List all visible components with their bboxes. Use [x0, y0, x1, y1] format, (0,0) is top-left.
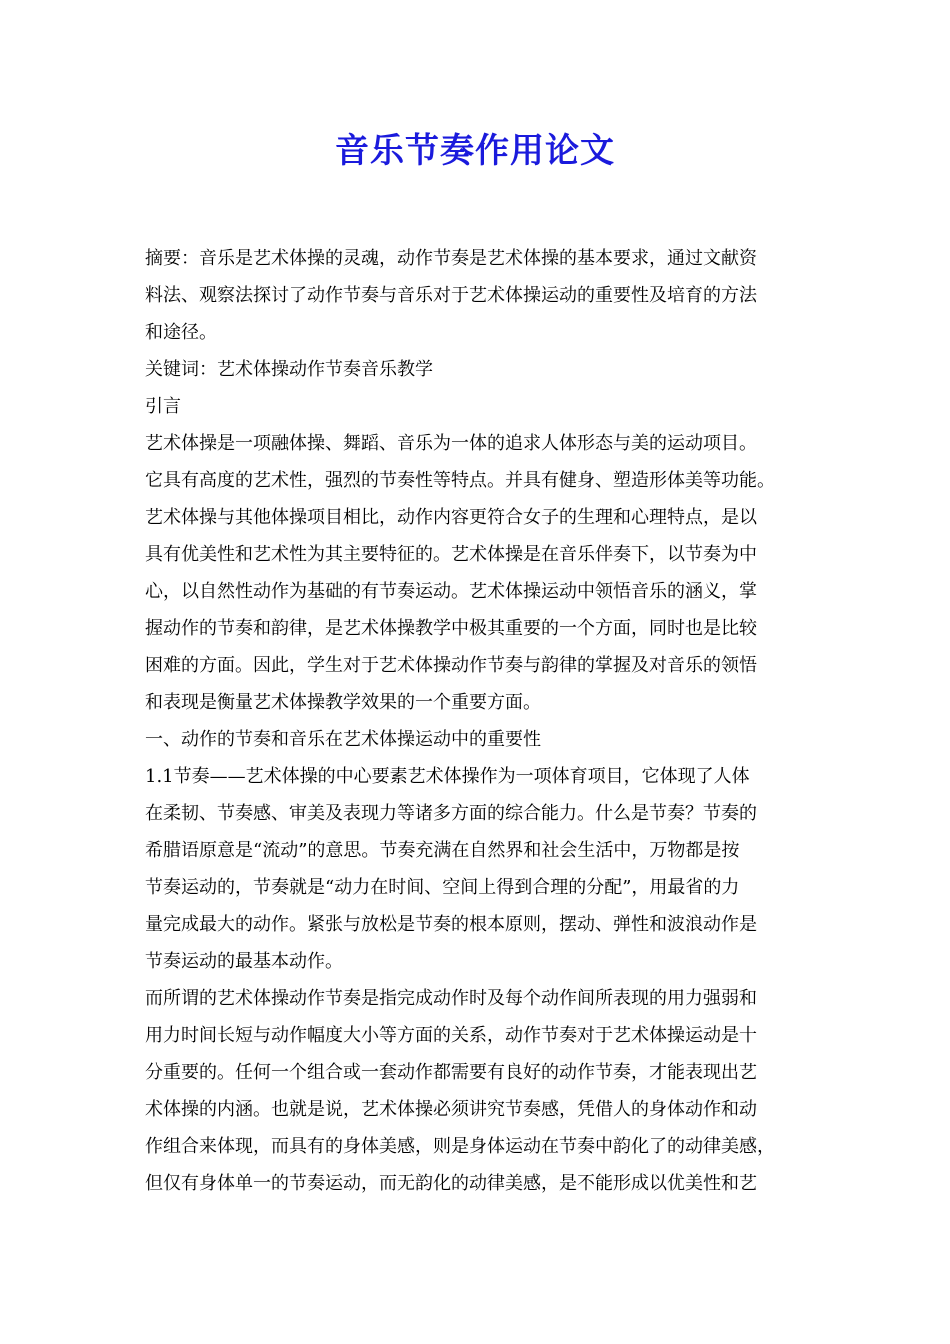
text-line: 关键词：艺术体操动作节奏音乐教学	[145, 359, 433, 380]
document-title: 音乐节奏作用论文	[335, 131, 615, 171]
text-line: 和途径。	[145, 322, 217, 343]
text-line: 引言	[145, 396, 181, 417]
text-line: 艺术体操是一项融体操、舞蹈、音乐为一体的追求人体形态与美的运动项目。	[145, 433, 757, 454]
text-line: 具有优美性和艺术性为其主要特征的。艺术体操是在音乐伴奏下，以节奏为中	[145, 544, 757, 565]
text-line: 艺术体操与其他体操项目相比，动作内容更符合女子的生理和心理特点，是以	[145, 507, 757, 528]
text-line: 在柔韧、节奏感、审美及表现力等诸多方面的综合能力。什么是节奏？节奏的	[145, 803, 757, 824]
text-line: 1.1节奏——艺术体操的中心要素艺术体操作为一项体育项目，它体现了人体	[145, 766, 750, 787]
text-line: 和表现是衡量艺术体操教学效果的一个重要方面。	[145, 692, 541, 713]
text-line: 希腊语原意是“流动”的意思。节奏充满在自然界和社会生活中，万物都是按	[145, 840, 740, 861]
text-line: 作组合来体现，而具有的身体美感，则是身体运动在节奏中韵化了的动律美感，	[145, 1136, 775, 1157]
text-line: 用力时间长短与动作幅度大小等方面的关系，动作节奏对于艺术体操运动是十	[145, 1025, 757, 1046]
text-line: 而所谓的艺术体操动作节奏是指完成动作时及每个动作间所表现的用力强弱和	[145, 988, 757, 1009]
text-line: 它具有高度的艺术性，强烈的节奏性等特点。并具有健身、塑造形体美等功能。	[145, 470, 775, 491]
text-line: 节奏运动的最基本动作。	[145, 951, 343, 972]
text-line: 摘要：音乐是艺术体操的灵魂，动作节奏是艺术体操的基本要求，通过文献资	[145, 248, 757, 269]
text-line: 一、动作的节奏和音乐在艺术体操运动中的重要性	[145, 729, 541, 750]
text-line: 术体操的内涵。也就是说，艺术体操必须讲究节奏感，凭借人的身体动作和动	[145, 1099, 757, 1120]
text-line: 量完成最大的动作。紧张与放松是节奏的根本原则，摆动、弹性和波浪动作是	[145, 914, 757, 935]
text-line: 握动作的节奏和韵律，是艺术体操教学中极其重要的一个方面，同时也是比较	[145, 618, 757, 639]
text-line: 心，以自然性动作为基础的有节奏运动。艺术体操运动中领悟音乐的涵义，掌	[145, 581, 757, 602]
document-body	[145, 240, 817, 1202]
text-line: 困难的方面。因此，学生对于艺术体操动作节奏与韵律的掌握及对音乐的领悟	[145, 655, 757, 676]
text-line: 节奏运动的，节奏就是“动力在时间、空间上得到合理的分配”，用最省的力	[145, 877, 740, 898]
text-line: 分重要的。任何一个组合或一套动作都需要有良好的动作节奏，才能表现出艺	[145, 1062, 757, 1083]
text-line: 但仅有身体单一的节奏运动，而无韵化的动律美感，是不能形成以优美性和艺	[145, 1173, 757, 1194]
text-line: 料法、观察法探讨了动作节奏与音乐对于艺术体操运动的重要性及培育的方法	[145, 285, 757, 306]
